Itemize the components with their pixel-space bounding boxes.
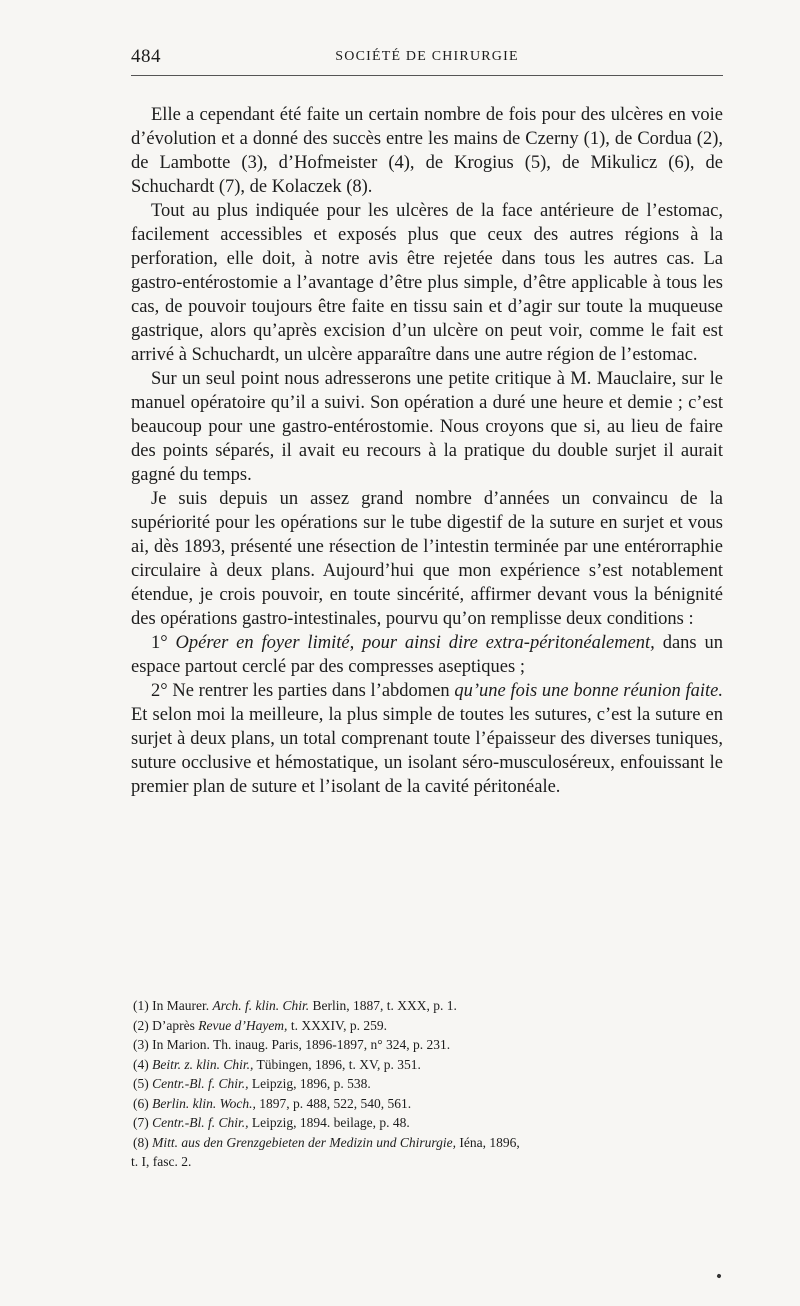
footnote-text: 1897, p. 488, 522, 540, 561.	[259, 1095, 412, 1111]
footnote-continuation: t. I, fasc. 2.	[131, 1154, 192, 1169]
footnote	[131, 1113, 735, 1133]
footnotes	[131, 996, 735, 1172]
footnote-italic: Centr.-Bl. f. Chir.,	[152, 1076, 249, 1091]
footnote-text: D’après	[152, 1017, 195, 1033]
page-number: 484	[131, 46, 161, 67]
paragraph-3: Sur un seul point nous adresserons une petite critique à M. Mauclaire, sur le manuel opératoire qu’il a suivi. Son opération a duré une heure et demie ; c’est beaucoup pour une gastro-entérostomie. Nous croyons que si, au lieu de faire des points séparés, il avait eu recours à la pratique du double surjet il aurait gagné du temps.	[131, 369, 723, 485]
condition-1-italic: Opérer en foyer limité, pour ainsi dire extra-péritonéalement,	[175, 633, 655, 653]
footnote-number: (2)	[133, 1017, 149, 1033]
footnote-number: (6)	[133, 1095, 149, 1111]
footnote-text: Leipzig, 1894. beilage, p. 48.	[251, 1115, 410, 1130]
footnote-italic: Berlin. klin. Woch.,	[152, 1095, 256, 1111]
condition-1-number: 1°	[151, 633, 168, 653]
footnote-number: (8)	[133, 1134, 149, 1150]
paragraph-1: Elle a cependant été faite un certain nombre de fois pour des ulcères en voie d’évolution et a donné des succès entre les mains de Czerny (1), de Cordua (2), de Lambotte (3), d’Hofmeister (4), de Krogius (5), de Mikulicz (6), de Schuchardt (7), de Kolaczek (8).	[131, 105, 723, 197]
condition-1-rest: dans un espace partout cerclé par des compresses aseptiques ;	[131, 633, 724, 677]
footnote-text: Leipzig, 1896, p. 538.	[251, 1076, 371, 1091]
footnote	[131, 1016, 735, 1036]
footnote	[131, 1074, 735, 1094]
footnote	[131, 996, 735, 1016]
footnote-text: Iéna, 1896,	[459, 1134, 520, 1150]
footnote-text: t. XXXIV, p. 259.	[290, 1017, 387, 1033]
footnote-text: Tübingen, 1896, t. XV, p. 351.	[256, 1056, 421, 1072]
condition-2	[131, 679, 723, 799]
footnote-number: (7)	[133, 1115, 149, 1130]
footnote-italic: Arch. f. klin. Chir.	[212, 998, 310, 1013]
condition-2-italic: qu’une fois une bonne réunion faite.	[454, 681, 724, 701]
condition-2-lead: Ne rentrer les parties dans l’abdomen	[172, 681, 450, 701]
footnote-number: (3)	[133, 1037, 149, 1052]
condition-1	[131, 631, 723, 679]
footnote-text: Berlin, 1887, t. XXX, p. 1.	[312, 998, 457, 1013]
footnote-italic: Beitr. z. klin. Chir.,	[152, 1056, 254, 1072]
running-title: SOCIÉTÉ DE CHIRURGIE	[335, 49, 519, 64]
body-text	[131, 103, 723, 799]
running-header	[131, 44, 723, 74]
footnote-number: (4)	[133, 1056, 149, 1072]
paragraph-4: Je suis depuis un assez grand nombre d’années un convaincu de la supériorité pour les opérations sur le tube digestif de la suture en surjet et vous ai, dès 1893, présenté une résection de l’intestin terminée par une entérorraphie circulaire à deux plans. Aujourd’hui que mon expérience s’est notablement étendue, je crois pouvoir, en toute sincérité, affirmer devant vous la bénignité des opérations gastro-intestinales, pourvu qu’on remplisse deux conditions :	[131, 489, 723, 629]
condition-2-number: 2°	[151, 681, 168, 701]
footnote-italic: Centr.-Bl. f. Chir.,	[152, 1115, 249, 1130]
footnote	[131, 1055, 735, 1075]
footnote-text: In Marion. Th. inaug. Paris, 1896-1897, n° 324, p. 231.	[152, 1037, 451, 1052]
header-rule	[131, 75, 723, 76]
footnote-number: (5)	[133, 1076, 149, 1091]
ink-speck	[716, 1273, 721, 1278]
footnote-italic: Mitt. aus den Grenzgebieten der Medizin und Chirurgie,	[152, 1134, 456, 1150]
paragraph-2: Tout au plus indiquée pour les ulcères de la face antérieure de l’estomac, facilement accessibles et exposés plus que ceux des autres régions à la perforation, elle doit, à notre avis être rejetée dans tous les autres cas. La gastro-entérostomie a l’avantage d’être plus simple, d’être applicable à tous les cas, de pouvoir toujours être faite en tissu sain et d’agir sur toute la muqueuse gastrique, alors qu’après excision d’un ulcère on peut voir, comme le fait est arrivé à Schuchardt, un ulcère apparaître dans une autre région de l’estomac.	[131, 201, 723, 365]
footnote	[131, 1035, 735, 1055]
footnote-number: (1)	[133, 998, 149, 1013]
footnote	[131, 1133, 735, 1153]
footnote	[131, 1094, 735, 1114]
footnote-text: In Maurer.	[152, 998, 210, 1013]
footnote-italic: Revue d’Hayem,	[198, 1017, 288, 1033]
condition-2-rest: Et selon moi la meilleure, la plus simple de toutes les sutures, c’est la suture en surjet à deux plans, un total comprenant toute l’épaisseur des diverses tuniques, suture occlusive et hémostatique, un isolant séro-musculoséreux, enfouissant le premier plan de suture et l’isolant de la cavité péritonéale.	[131, 705, 723, 797]
